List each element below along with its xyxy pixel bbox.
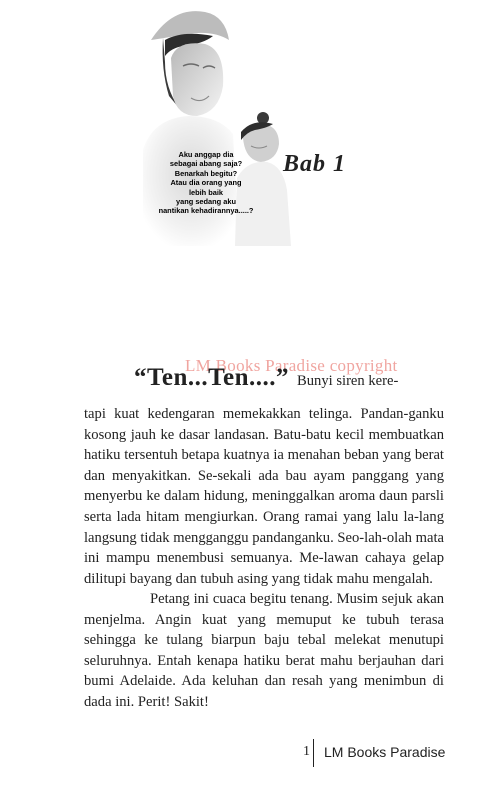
illustration-quote <box>156 150 256 216</box>
quote-line: Benarkah begitu? <box>174 168 238 178</box>
paragraph-2: Petang ini cuaca begitu tenang. Musim sejuk akan menjelma. Angin kuat yang memuput ke tubuh terasa sehingga ke tulang biarpun baju tebal melekat menutupi seluruhnya. Entah kenapa hatiku berat mahu berjauhan dari bumi Adelaide. Ada keluhan dan resah yang menimbun di dada ini. Perit! Sakit! <box>84 591 444 710</box>
opening-exclamation: “Ten...Ten....” <box>134 364 290 391</box>
quote-line: lebih baik <box>188 187 224 197</box>
page-number: 1 <box>303 744 310 759</box>
quote-line: Atau dia orang yang <box>170 178 242 188</box>
copyright-watermark: LM Books Paradise copyright <box>185 356 398 375</box>
opening-line <box>134 364 398 392</box>
footer-book-name: LM Books Paradise <box>324 744 446 760</box>
quote-line: yang sedang aku <box>176 197 236 207</box>
quote-line: Aku anggap dia <box>178 150 234 159</box>
opening-text: Bunyi siren kere- <box>297 373 399 389</box>
quote-line: sebagai abang saja? <box>169 159 243 169</box>
paragraph-1: tapi kuat kedengaran memekakkan telinga. Pandan-ganku kosong jauh ke dasar landasan. Batu-batu kecil membuatkan hatiku tersentuh betapa kuatnya ia menahan beban yang berat dan menyakitkan. Se-sekali ada bau ayam panggang yang menyerbu ke dalam hidung, meninggalkan aroma daun parsli serta lada hitam mengiurkan. Orang ramai yang lalu la-lang langsung tidak mengganggu pandanganku. Seo-lah-olah mata ini mampu menembusi semuanya. Me-lawan cahaya gelap dilitupi bayang dan tubuh asing yang tidak mahu mengalah. <box>84 406 444 587</box>
footer-divider <box>313 739 314 767</box>
chapter-title: Bab 1 <box>283 151 347 177</box>
quote-line: nantikan kehadirannya.....? <box>158 206 254 216</box>
